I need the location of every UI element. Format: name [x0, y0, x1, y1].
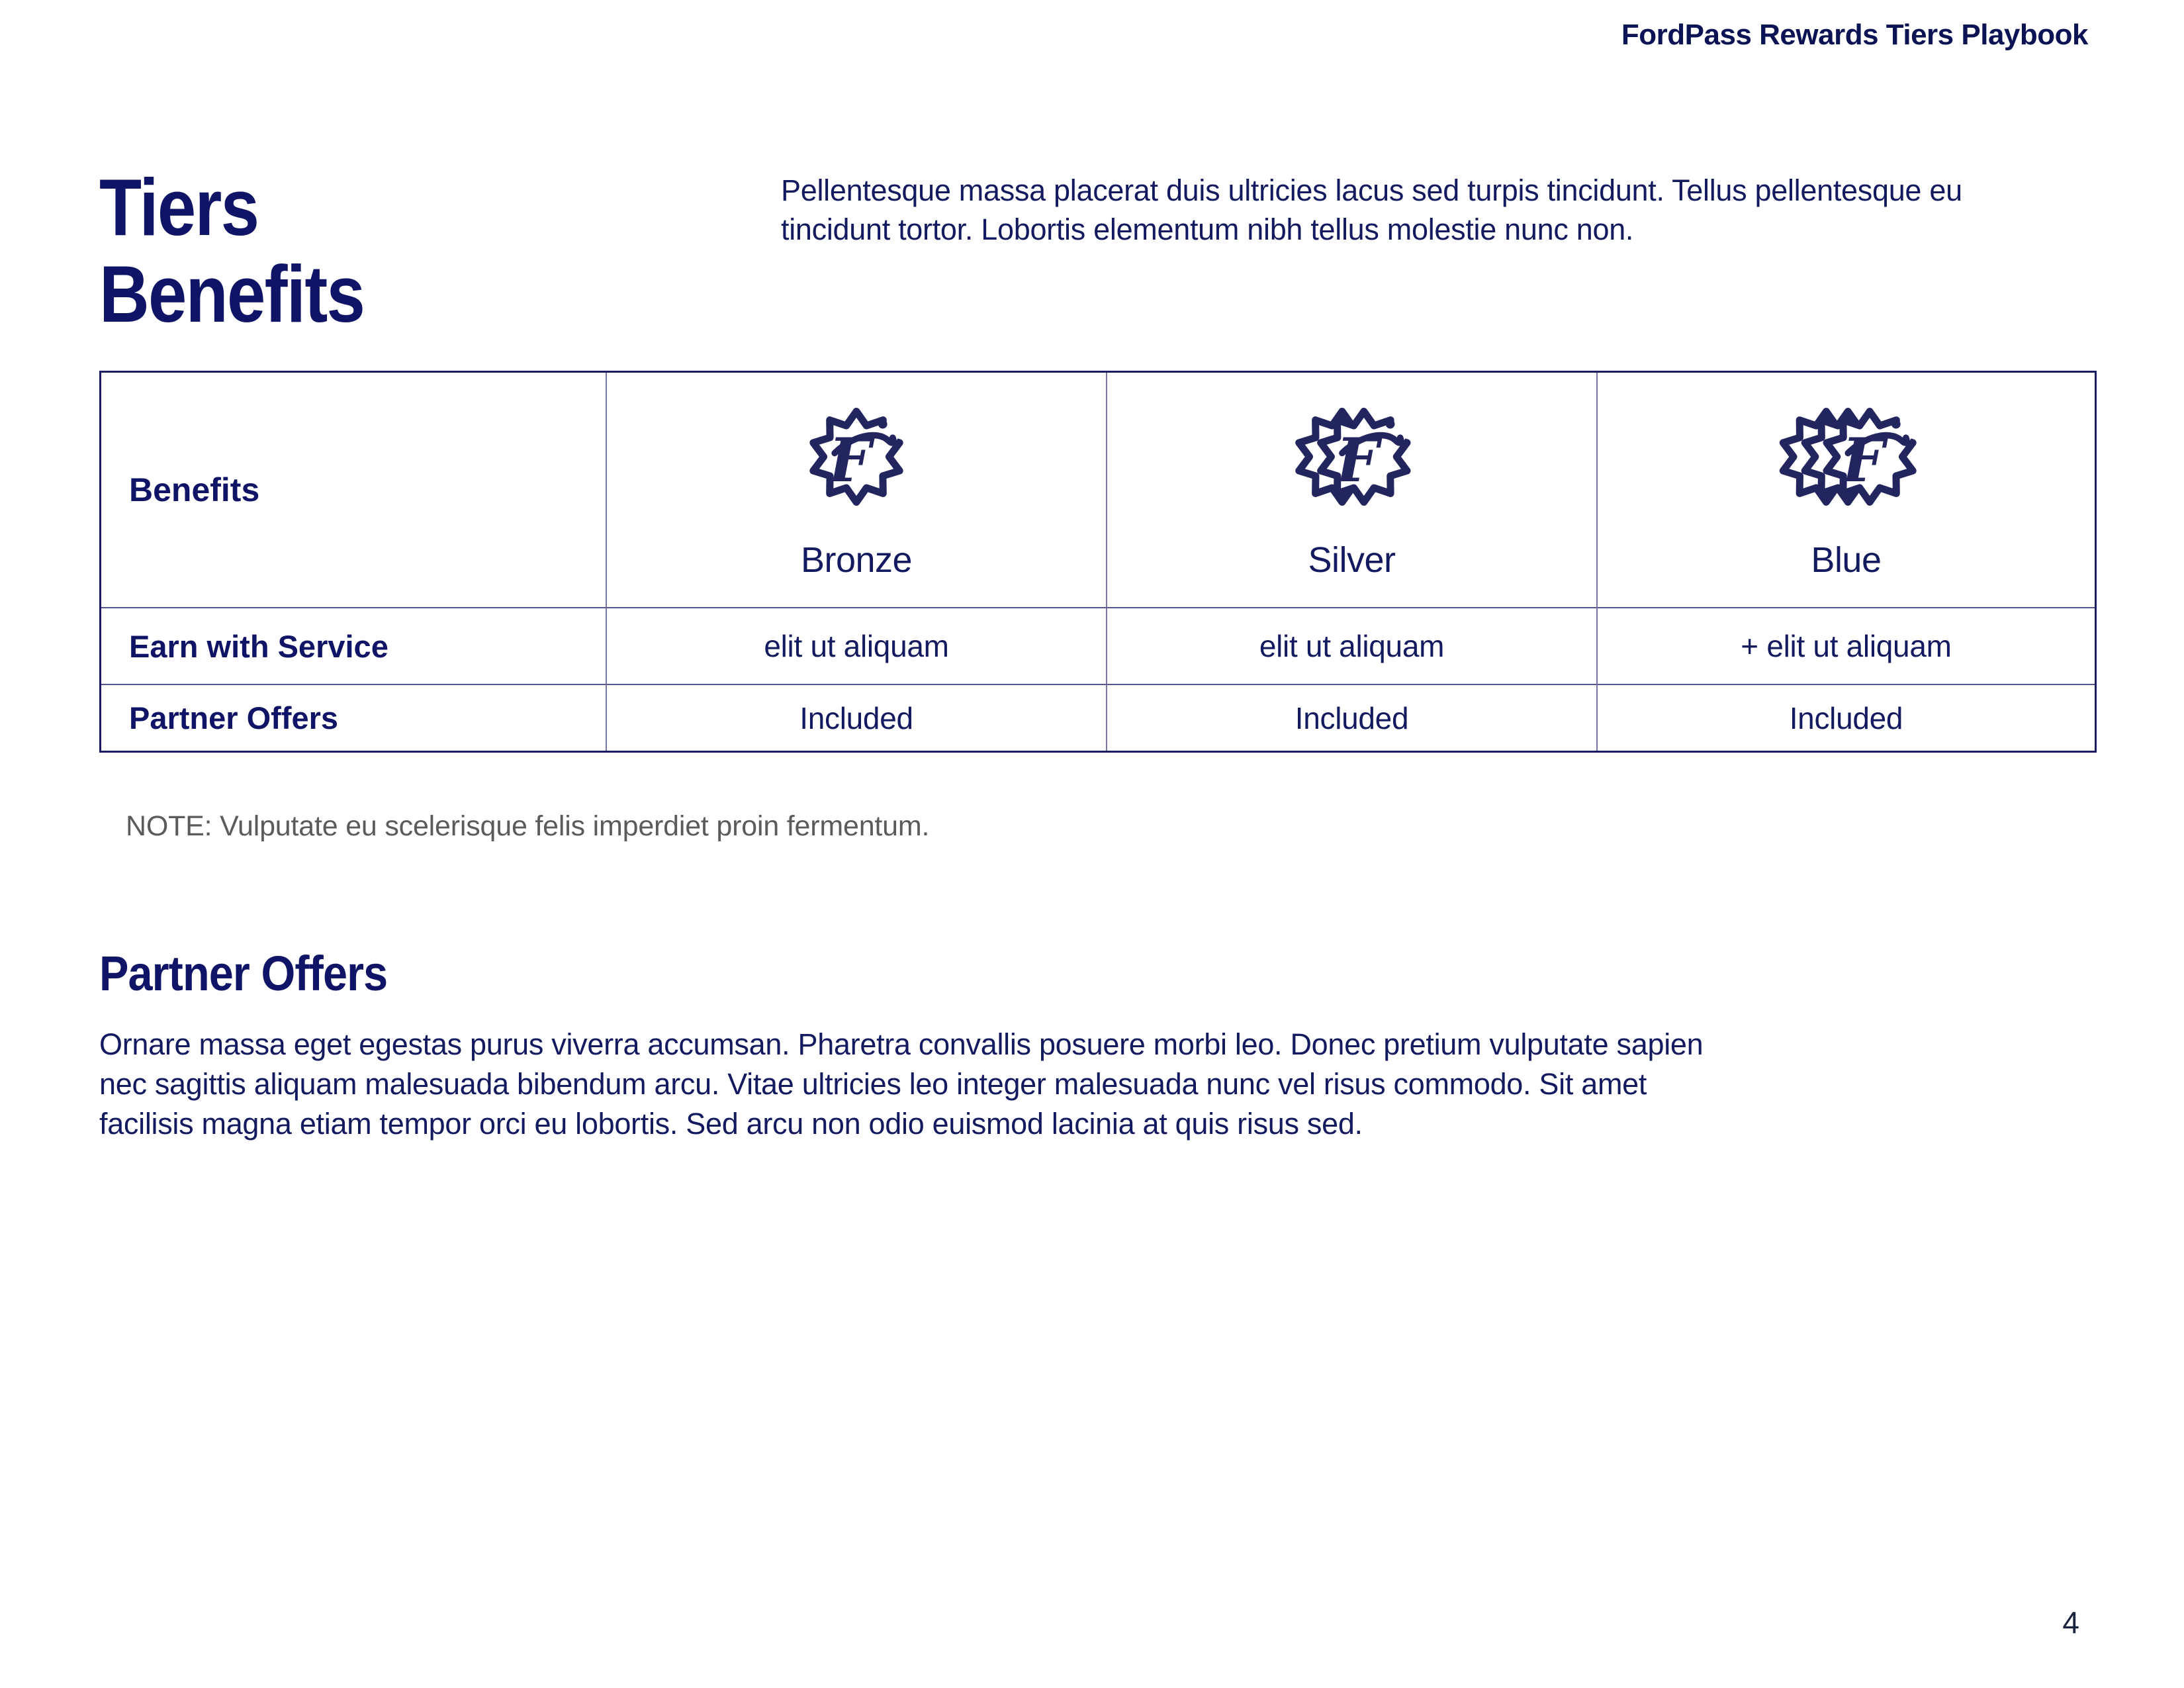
fordpass-seal-bronze-icon — [800, 400, 913, 513]
page-title — [99, 164, 364, 338]
page-title-line2: Benefits — [99, 249, 365, 339]
partner-offers-silver-value: Included — [1106, 684, 1596, 751]
tier-label-blue: Blue — [1811, 540, 1882, 580]
fordpass-seal-blue-icon — [1766, 400, 1926, 513]
section-heading-partner-offers: Partner Offers — [99, 946, 388, 1001]
tier-label-bronze: Bronze — [800, 540, 913, 580]
tiers-benefits-table — [99, 371, 2097, 753]
page-number: 4 — [2062, 1605, 2079, 1640]
page-title-line1: Tiers — [99, 162, 259, 252]
tier-column-silver — [1106, 373, 1596, 607]
earn-with-service-bronze-value: elit ut aliquam — [606, 607, 1106, 684]
intro-paragraph: Pellentesque massa placerat duis ultricies lacus sed turpis tincidunt. Tellus pellentesque eu tincidunt tortor. Lobortis elementum nibh tellus molestie nunc non. — [781, 173, 1962, 246]
partner-offers-bronze-value: Included — [606, 684, 1106, 751]
partner-offers-paragraph: Ornare massa eget egestas purus viverra accumsan. Pharetra convallis posuere morbi leo. Donec pretium vulputate sapien nec sagittis aliquam malesuada bibendum arcu. Vitae ultricies leo integer malesuada nunc vel risus commodo. Sit amet facilisis magna etiam tempor orci eu lobortis. Sed arcu non odio euismod lacinia at quis risus sed. — [99, 1027, 1704, 1141]
earn-with-service-silver-value: elit ut aliquam — [1106, 607, 1596, 684]
table-corner-label: Benefits — [129, 471, 260, 508]
tier-label-silver: Silver — [1308, 540, 1396, 580]
tier-column-bronze — [606, 373, 1106, 607]
brand-header: FordPass Rewards Tiers Playbook — [1621, 19, 2088, 51]
table-note: NOTE: Vulputate eu scelerisque felis imperdiet proin fermentum. — [126, 810, 930, 842]
row-label-partner-offers: Partner Offers — [101, 684, 606, 751]
tier-column-blue — [1596, 373, 2095, 607]
earn-with-service-blue-value: + elit ut aliquam — [1596, 607, 2095, 684]
row-label-earn-with-service: Earn with Service — [101, 607, 606, 684]
fordpass-seal-silver-icon — [1284, 400, 1420, 513]
partner-offers-blue-value: Included — [1596, 684, 2095, 751]
